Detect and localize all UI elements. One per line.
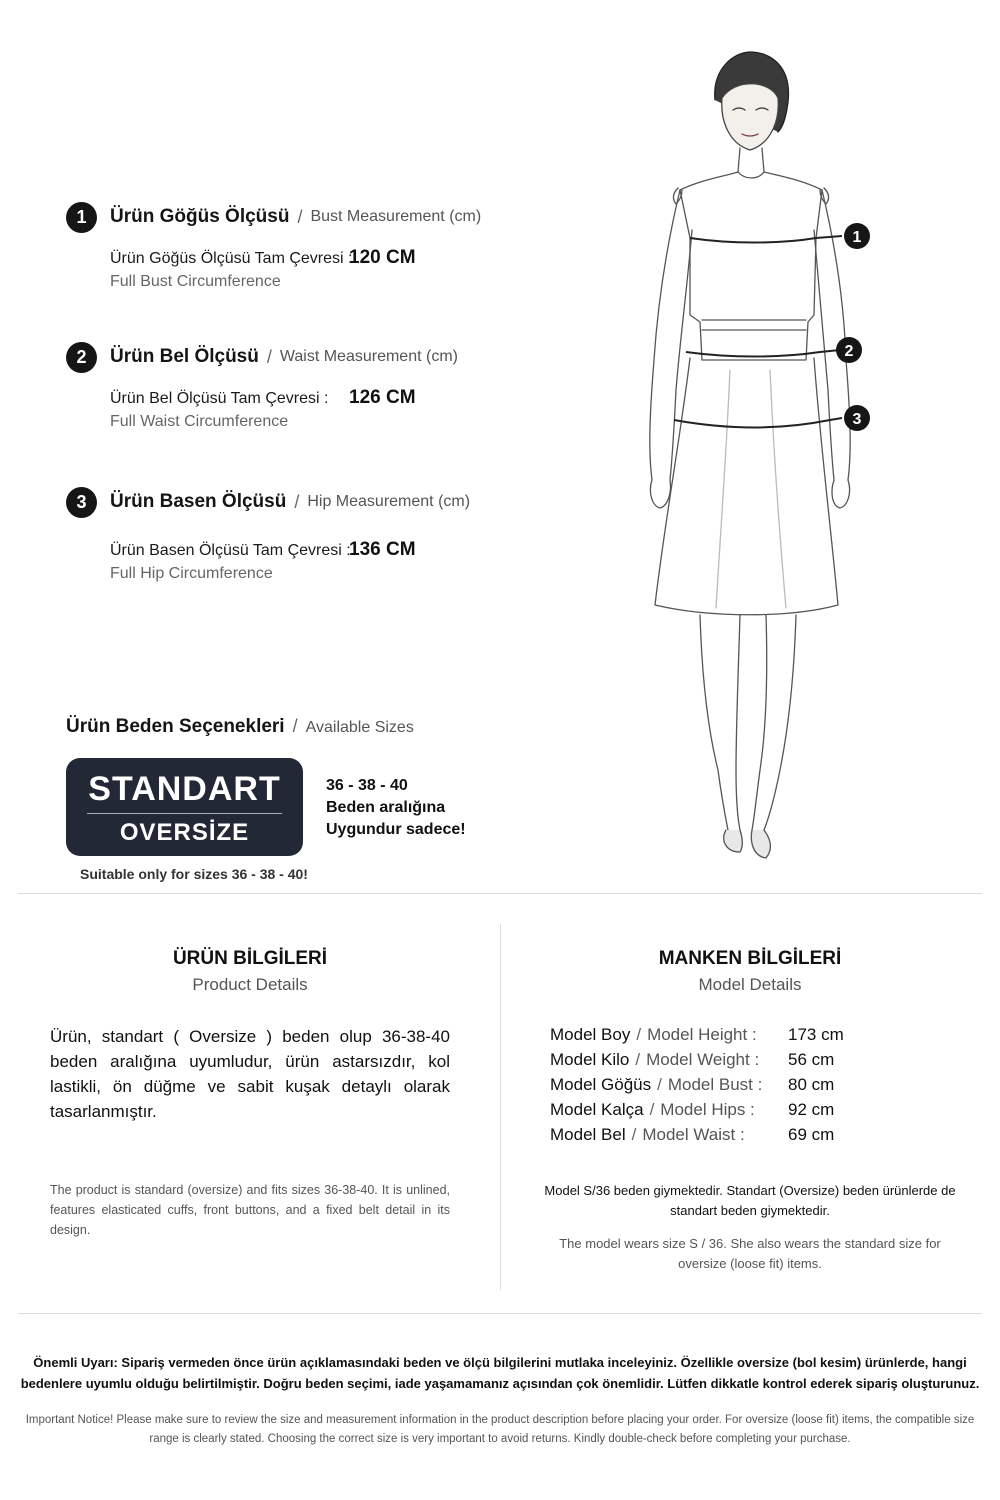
model-row-label-en: Model Bust : — [667, 1075, 763, 1094]
model-details-subtitle: Model Details — [698, 975, 802, 994]
product-description-tr: Ürün, standart ( Oversize ) beden olup 36-38-40 beden aralığına uyumludur, ürün astarsızdır, kol lastikli, ön düğme ve sabit kuşak detaylı olarak tasarlanmıştır. — [50, 1027, 450, 1121]
measurement-label: Ürün Bel Ölçüsü Tam Çevresi : — [110, 390, 329, 407]
model-row-label: Model Göğüs — [550, 1075, 652, 1094]
measurement-number-badge: 1 — [66, 202, 97, 233]
important-warning-en: Important Notice! Please make sure to review the size and measurement information in the product description before placing your order. For oversize (loose fit) items, the compatible size range is clearly stated. Choosing the correct size is very important to avoid returns. Kindly double-check before completing your purchase. — [25, 1414, 975, 1445]
model-row-value: 92 cm — [788, 1100, 835, 1119]
separator-slash: / — [292, 716, 298, 736]
separator-slash: / — [297, 206, 303, 227]
model-row-label-en: Model Hips : — [660, 1100, 755, 1119]
size-note-line: Beden aralığına — [326, 799, 446, 816]
measurement-title: Ürün Bel Ölçüsü — [110, 346, 259, 367]
model-row-label: Model Kilo — [550, 1050, 630, 1069]
product-description-en: The product is standard (oversize) and fits sizes 36-38-40. It is unlined, features elasticated cuffs, front buttons, and a fixed belt detail in its design. — [50, 1183, 450, 1237]
sizes-heading — [66, 716, 414, 738]
model-details-list — [550, 1025, 844, 1150]
model-row-label-en: Model Weight : — [646, 1050, 760, 1069]
size-badge-divider — [87, 813, 282, 814]
figure-marker-2: 2 — [844, 343, 854, 360]
measurement-english: Full Waist Circumference — [110, 413, 289, 430]
important-warning-tr: Önemli Uyarı: Sipariş vermeden önce ürün açıklamasındaki beden ve ölçü bilgilerini mutlaka inceleyiniz. Özellikle oversize (bol kesim) ürünlerde, hangi bedenlere uyumlu olduğu belirtilmiştir. Doğru beden seçimi, iade yaşamamanız açısından çok önemlidir. Lütfen dikkatle kontrol ederek sipariş oluşturunuz. — [20, 1355, 980, 1391]
product-details-subtitle: Product Details — [192, 975, 308, 994]
measurement-subtitle: Bust Measurement (cm) — [310, 208, 482, 225]
size-footnote: Suitable only for sizes 36 - 38 - 40! — [80, 866, 308, 882]
separator-slash: / — [649, 1100, 655, 1119]
model-note-en: The model wears size S / 36. She also wears the standard size for oversize (loose fit) items. — [559, 1236, 941, 1271]
figure-marker-3: 3 — [852, 411, 862, 428]
figure-marker-1: 1 — [852, 229, 862, 246]
dress-figure-illustration — [530, 40, 980, 880]
separator-slash: / — [631, 1125, 637, 1144]
model-row-waist — [550, 1125, 835, 1150]
measurement-waist — [66, 341, 536, 430]
measurement-subtitle: Waist Measurement (cm) — [279, 348, 458, 365]
model-row-label: Model Boy — [550, 1025, 631, 1044]
measurement-subtitle: Hip Measurement (cm) — [307, 493, 471, 510]
size-note-line: Uygundur sadece! — [326, 821, 466, 838]
size-range-note — [326, 775, 466, 841]
size-note-line: 36 - 38 - 40 — [326, 777, 408, 794]
model-row-value: 56 cm — [788, 1050, 835, 1069]
model-row-hips — [550, 1100, 835, 1125]
separator-slash: / — [635, 1050, 641, 1069]
measurement-english: Full Hip Circumference — [110, 565, 273, 582]
size-badge-oversize: OVERSİZE — [119, 819, 250, 846]
separator-slash: / — [266, 346, 272, 367]
measurement-value: 136 CM — [349, 539, 416, 560]
separator-slash: / — [636, 1025, 642, 1044]
model-details-title: MANKEN BİLGİLERİ — [658, 948, 842, 969]
model-row-weight — [550, 1050, 835, 1075]
model-row-value: 69 cm — [788, 1125, 835, 1144]
measurement-number-badge: 2 — [66, 342, 97, 373]
model-row-value: 173 cm — [788, 1025, 844, 1044]
measurement-title: Ürün Basen Ölçüsü — [110, 491, 287, 512]
section-divider — [18, 893, 982, 894]
model-note-tr: Model S/36 beden giymektedir. Standart (Oversize) beden ürünlerde de standart beden giymektedir. — [544, 1183, 956, 1218]
measurement-number-badge: 3 — [66, 487, 97, 518]
model-row-value: 80 cm — [788, 1075, 835, 1094]
section-divider — [18, 1313, 982, 1314]
model-row-label-en: Model Height : — [647, 1025, 757, 1044]
size-badge — [66, 758, 303, 856]
measurement-hip — [66, 486, 536, 582]
model-row-bust — [550, 1075, 835, 1100]
measurement-english: Full Bust Circumference — [110, 273, 281, 290]
size-badge-standart: STANDART — [88, 770, 281, 808]
measurement-value: 120 CM — [349, 247, 416, 268]
separator-slash: / — [657, 1075, 662, 1094]
measurement-label: Ürün Basen Ölçüsü Tam Çevresi : — [110, 542, 351, 559]
model-row-label-en: Model Waist : — [642, 1125, 745, 1144]
product-details-title: ÜRÜN BİLGİLERİ — [172, 948, 328, 969]
model-row-label: Model Bel — [550, 1125, 626, 1144]
model-row-label: Model Kalça — [550, 1100, 644, 1119]
measurement-bust — [66, 201, 536, 290]
measurement-title: Ürün Göğüs Ölçüsü — [110, 206, 290, 227]
sizes-subtitle: Available Sizes — [305, 719, 414, 736]
model-row-height — [550, 1025, 844, 1050]
measurement-label: Ürün Göğüs Ölçüsü Tam Çevresi : — [110, 250, 353, 267]
separator-slash: / — [294, 491, 300, 512]
sizes-title: Ürün Beden Seçenekleri — [66, 716, 285, 737]
measurement-value: 126 CM — [349, 387, 416, 408]
